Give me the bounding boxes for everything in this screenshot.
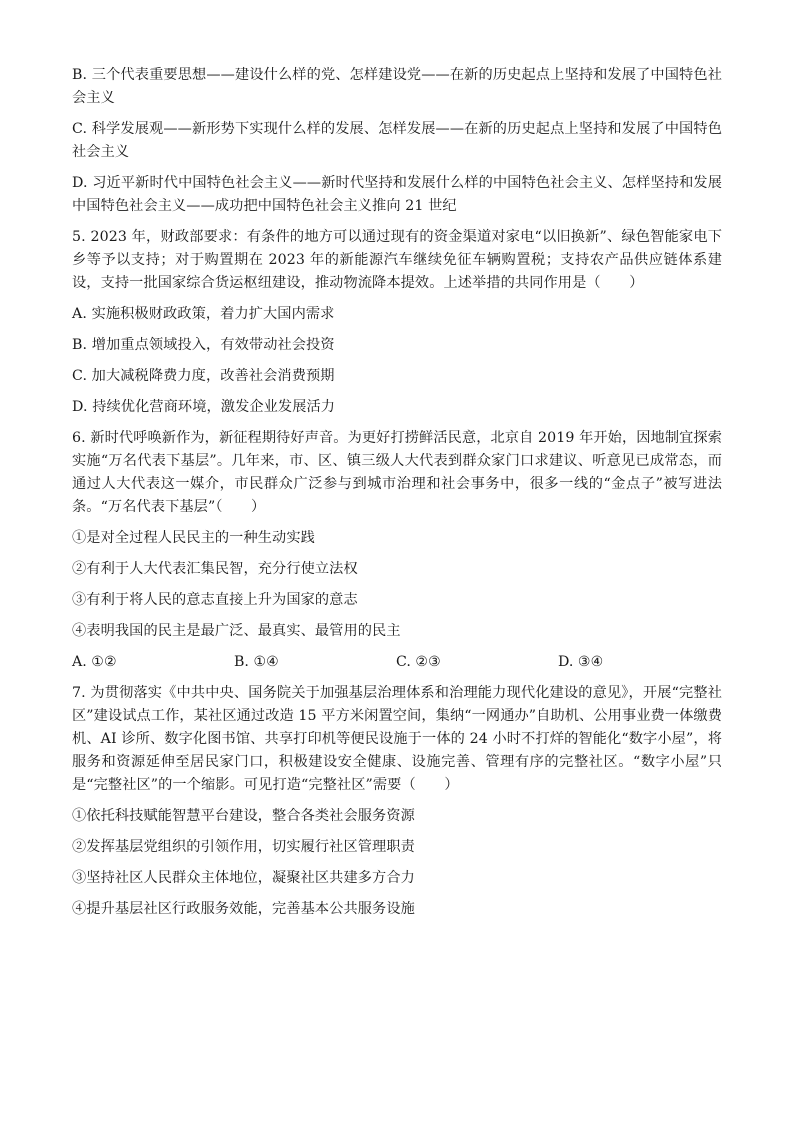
q6-statement-2: ②有利于人大代表汇集民智，充分行使立法权 bbox=[72, 561, 358, 577]
q6-option-a: A. ①② bbox=[72, 654, 117, 670]
q7-stem: 7. 为贯彻落实《中共中央、国务院关于加强基层治理体系和治理能力现代化建设的意见》，开展“完整社区”建设试点工作，某社区通过改造 15 平方米闲置空间，集纳“一网通办”自助机、公用事业费一体缴费机、AI 诊所、数字化图书馆、共享打印机等便民设施于一体的 24 小时不打烊的智能化“数字小屋”，将服务和资源延伸至居民家门口，积极建设安全健康、设施完善、管理有序的完整社区。“数字小屋”只是“完整社区”的一个缩影。可见打造“完整社区”需要（ ） bbox=[72, 685, 722, 793]
q7-statement-4: ④提升基层社区行政服务效能，完善基本公共服务设施 bbox=[72, 901, 415, 917]
q4-option-b: B. 三个代表重要思想——建设什么样的党、怎样建设党——在新的历史起点上坚持和发展了中国特色社会主义 bbox=[72, 67, 722, 106]
q5-option-b: B. 增加重点领域投入，有效带动社会投资 bbox=[72, 337, 335, 353]
q6-statement-3: ③有利于将人民的意志直接上升为国家的意志 bbox=[72, 592, 358, 608]
q6-statement-1: ①是对全过程人民民主的一种生动实践 bbox=[72, 530, 315, 546]
q5-option-d: D. 持续优化营商环境，激发企业发展活力 bbox=[72, 399, 336, 415]
q7-statement-3: ③坚持社区人民群众主体地位，凝聚社区共建多方合力 bbox=[72, 870, 415, 886]
q5-option-a: A. 实施积极财政政策，着力扩大国内需求 bbox=[72, 306, 335, 322]
document-content bbox=[72, 64, 722, 929]
q7-statement-1: ①依托科技赋能智慧平台建设，整合各类社会服务资源 bbox=[72, 808, 415, 824]
q6-statement-4: ④表明我国的民主是最广泛、最真实、最管用的民主 bbox=[72, 623, 401, 639]
q6-option-d: D. ③④ bbox=[558, 654, 604, 670]
q7-statement-2: ②发挥基层党组织的引领作用，切实履行社区管理职责 bbox=[72, 839, 415, 855]
q4-option-d: D. 习近平新时代中国特色社会主义——新时代坚持和发展什么样的中国特色社会主义、怎样坚持和发展中国特色社会主义——成功把中国特色社会主义推向 21 世纪 bbox=[72, 175, 722, 214]
q5-stem: 5. 2023 年，财政部要求：有条件的地方可以通过现有的资金渠道对家电“以旧换新”、绿色智能家电下乡等予以支持；对于购置期在 2023 年的新能源汽车继续免征车辆购置税；支持农产品供应链体系建设，支持一批国家综合货运枢纽建设，推动物流降本提效。上述举措的共同作用是（ ） bbox=[72, 229, 722, 291]
q6-stem: 6. 新时代呼唤新作为，新征程期待好声音。为更好打捞鲜活民意，北京自 2019 年开始，因地制宜探索实施“万名代表下基层”。几年来，市、区、镇三级人大代表到群众家门口求建议、听意见已成常态，而通过人大代表这一媒介，市民群众广泛参与到城市治理和社会事务中，很多一线的“金点子”被写进法条。“万名代表下基层”（ ） bbox=[72, 430, 722, 515]
q6-options bbox=[72, 651, 722, 674]
q4-option-c: C. 科学发展观——新形势下实现什么样的发展、怎样发展——在新的历史起点上坚持和发展了中国特色社会主义 bbox=[72, 121, 722, 160]
q5-option-c: C. 加大减税降费力度，改善社会消费预期 bbox=[72, 368, 335, 384]
q6-option-b: B. ①④ bbox=[234, 654, 279, 670]
q6-option-c: C. ②③ bbox=[396, 654, 441, 670]
